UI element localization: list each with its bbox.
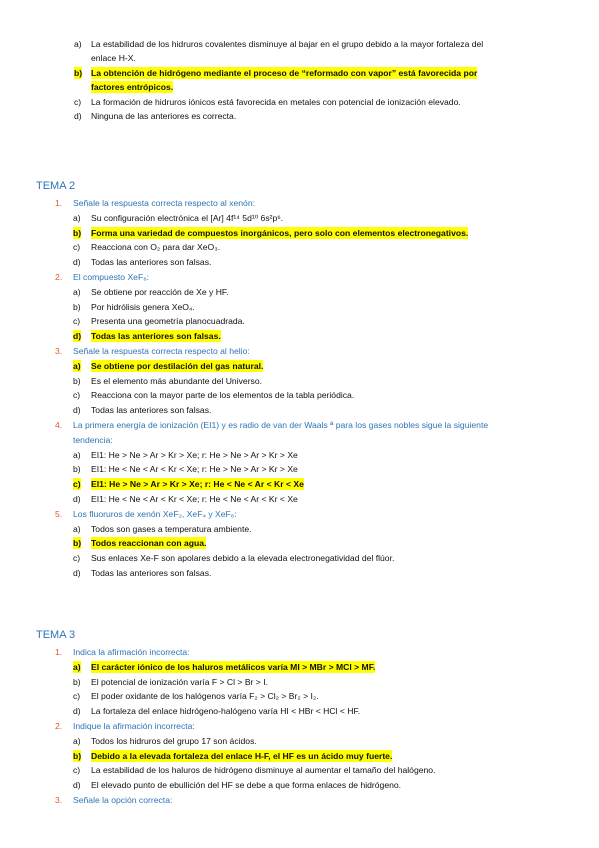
option-label: b) [73,750,82,761]
option-text: Reacciona con O₂ para dar XeO₃. [91,242,221,253]
option-label: d) [73,780,81,791]
option-label: b) [73,676,81,687]
section-title: TEMA 3 [36,629,76,641]
option-label: a) [73,661,81,672]
option-label: d) [73,706,81,717]
question-text-cont: tendencia: [73,434,113,445]
question-number: 2. [55,721,63,731]
option-label: a) [73,360,81,371]
question-text: Indique la afirmación incorrecta: [73,721,195,731]
option-label: c) [73,242,81,253]
option-text: Sus enlaces Xe-F son apolares debido a la elevada electronegatividad del flúor. [91,553,395,564]
option-text: Todas las anteriores son falsas. [91,405,212,416]
option-text: La fortaleza del enlace hidrógeno-halógeno varía HI < HBr < HCl < HF. [91,706,361,717]
option-text: Todos son gases a temperatura ambiente. [91,523,252,534]
option-text: El potencial de ionización varía F > Cl > Br > I. [91,676,268,687]
option-text: Por hidrólisis genera XeO₄. [91,301,195,312]
question-text: Indica la afirmación incorrecta: [73,647,190,657]
option-text: Es el elemento más abundante del Universo. [91,375,263,386]
option-label: a) [73,523,81,534]
question-text: Señale la opción correcta: [73,795,173,805]
option-label: d) [73,331,82,342]
section-title: TEMA 2 [36,180,76,192]
option-label: a) [73,735,81,746]
option-text: EI1: He > Ne > Ar > Kr > Xe; r: He > Ne > Ar > Kr > Xe [91,449,298,460]
question-text: Señale la respuesta correcta respecto al xenón: [73,198,256,208]
option-text: EI1: He > Ne > Ar > Kr > Xe; r: He < Ne < Ar < Kr < Xe [91,479,304,490]
question-number: 4. [55,420,63,430]
option-text: Forma una variedad de compuestos inorgánicos, pero solo con elementos electronegativos. [91,227,469,238]
question-text: Los fluoruros de xenón XeF₂, XeF₄ y XeF₆: [73,508,237,519]
question-number: 3. [55,346,63,356]
option-text: Todas las anteriores son falsas. [91,331,221,342]
option-label: b) [73,227,82,238]
option-text: Todas las anteriores son falsas. [91,257,212,268]
option-label: a) [73,212,81,223]
option-text: El carácter iónico de los haluros metálicos varía MI > MBr > MCl > MF. [91,661,376,672]
option-label: d) [73,494,81,504]
option-label: a) [73,286,81,297]
option-text: Todos los hidruros del grupo 17 son ácidos. [91,735,257,746]
option-text: Reacciona con la mayor parte de los elementos de la tabla periódica. [91,390,355,401]
option-label: c) [73,691,81,702]
question-number: 5. [55,508,63,519]
question-number: 1. [55,647,63,657]
option-label: c) [73,479,81,490]
option-label: b) [73,464,81,475]
option-text: El poder oxidante de los halógenos varía F₂ > Cl₂ > Br₂ > I₂. [91,691,319,702]
option-label: b) [73,301,81,312]
option-label: c) [73,553,81,564]
question-number: 3. [55,795,63,805]
option-label: d) [73,568,81,578]
question-text: La primera energía de ionización (EI1) y es radio de van der Waals ª para los gases nobles sigue la siguiente [73,420,489,430]
question-text: Señale la respuesta correcta respecto al helio: [73,346,250,356]
option-label: d) [73,405,81,416]
option-label: a) [73,449,81,460]
option-text: EI1: He < Ne < Ar < Kr < Xe; r: He < Ne < Ar < Kr < Xe [91,494,298,504]
option-label: c) [73,765,81,776]
option-text: Su configuración electrónica el [Ar] 4f¹⁴ 5d¹⁰ 6s²p⁶. [91,212,284,223]
option-text: Todas las anteriores son falsas. [91,568,212,578]
option-text: Debido a la elevada fortaleza del enlace H-F, el HF es un ácido muy fuerte. [91,750,393,761]
option-text: El elevado punto de ebullición del HF se debe a que forma enlaces de hidrógeno. [91,780,402,791]
option-label: b) [73,375,81,386]
option-text: La estabilidad de los haluros de hidrógeno disminuye al aumentar el tamaño del halógeno. [91,765,436,776]
option-label: d) [73,257,81,268]
option-text: Se obtiene por reacción de Xe y HF. [91,286,229,297]
question-text: El compuesto XeF₆: [73,272,150,282]
option-text: EI1: He < Ne < Ar < Kr < Xe; r: He > Ne > Ar > Kr > Xe [91,464,298,475]
option-label: c) [73,390,81,401]
option-label: b) [73,538,82,549]
option-text: Se obtiene por destilación del gas natural. [91,360,264,371]
option-text: Todos reaccionan con agua. [91,538,207,549]
question-number: 1. [55,198,63,208]
question-number: 2. [55,272,63,282]
option-label: c) [73,316,81,327]
option-text: Presenta una geometría planocuadrada. [91,316,245,327]
